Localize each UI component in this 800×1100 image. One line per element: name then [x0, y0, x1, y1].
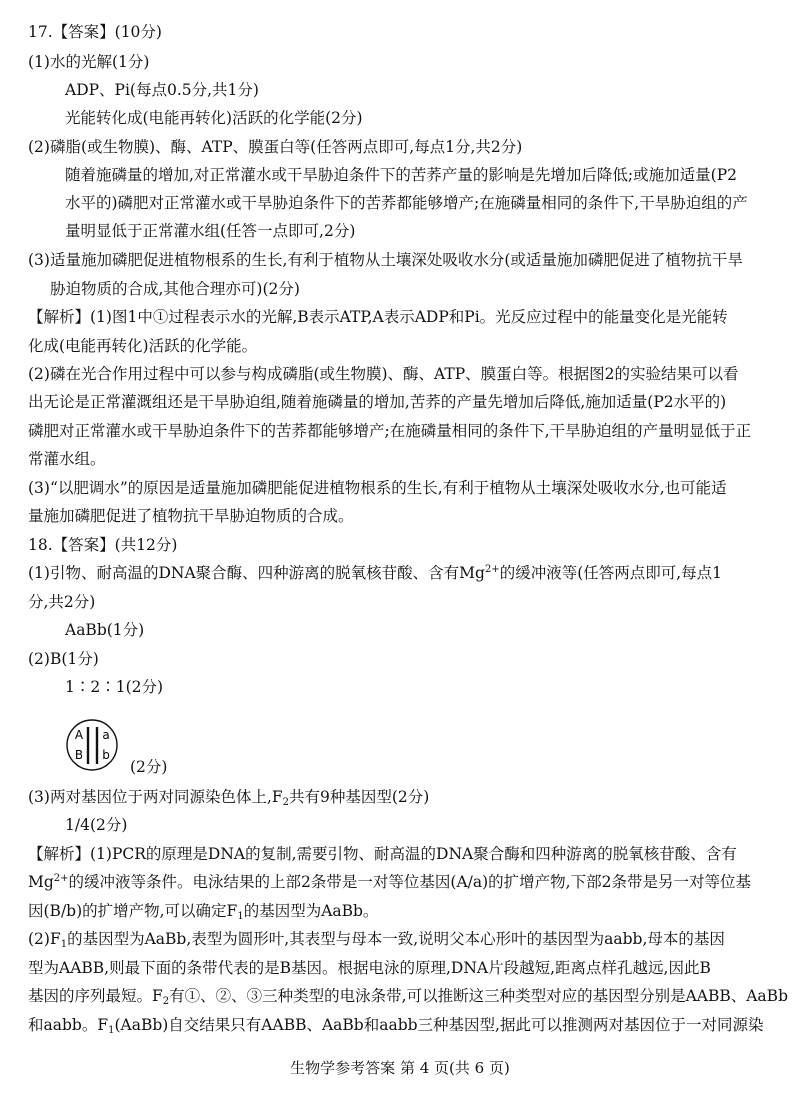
q17-answer-2-line3: 水平的)磷肥对正常灌水或干旱胁迫条件下的苦荞都能够增产;在施磷量相同的条件下,干旱胁迫组的产 — [65, 194, 748, 212]
q18-answer-2-line2: 1∶2∶1(2分) — [65, 678, 164, 696]
q17-answer-1-line3: 光能转化成(电能再转化)活跃的化学能(2分) — [65, 109, 363, 127]
q17-answer-2-line2: 随着施磷量的增加,对正常灌水或干旱胁迫条件下的苦荞产量的影响是先增加后降低;或施加适量(P2 — [65, 166, 737, 184]
q18-explanation-2: $Mg^{2+}$的缓冲液等条件。电泳结果的上部2条带是一对等位基因(A/a)的扩增产物,下部2条带是另一对等位基 — [28, 873, 751, 891]
q18-answer-1-line2: 分,共2分) — [28, 593, 96, 611]
q17-answer-2: (2)磷脂(或生物膜)、酶、ATP、膜蛋白等(任答两点即可,每点1分,共2分) — [28, 138, 523, 156]
q18-diagram-score: (2分) — [130, 758, 168, 776]
q17-explanation-6: 常灌水组。 — [28, 450, 106, 468]
q17-explanation-3: (2)磷在光合作用过程中可以参与构成磷脂(或生物膜)、酶、ATP、膜蛋白等。根据图2的实验结果可以看 — [28, 365, 739, 383]
q17-answer-1: (1)水的光解(1分) — [28, 53, 150, 71]
q18-title: 18.【答案】(共12分) — [28, 536, 178, 554]
q17-answer-3: (3)适量施加磷肥促进植物根系的生长,有利于植物从土壤深处吸收水分(或适量施加磷肥促进了植物抗干旱 — [28, 251, 743, 269]
q17-explanation-4: 出无论是正常灌溉组还是干旱胁迫组,随着施磷量的增加,苦荞的产量先增加后降低,施加适量(P2水平的) — [28, 393, 727, 411]
q18-answer-2: (2)B(1分) — [28, 650, 99, 668]
q18-explanation-4: $(2)F_1$的基因型为AaBb,表型为圆形叶,其表型与母本一致,说明父本心形叶的基因型为aabb,母本的基因 — [28, 930, 725, 950]
q17-explanation-8: 量施加磷肥促进了植物抗干旱胁迫物质的合成。 — [28, 507, 354, 525]
q18-explanation-6: 基因的序列最短。$F_2$有①、②、③三种类型的电泳条带,可以推断这三种类型对应的基因型分别是AABB、AaBb — [28, 987, 788, 1007]
q18-explanation-3: 因(B/b)的扩增产物,可以确定$F_1$的基因型为AaBb。 — [28, 902, 379, 922]
q18-answer-3-line2: 1/4(2分) — [65, 816, 128, 834]
q17-answer-2-line4: 量明显低于正常灌水组(任答一点即可,2分) — [65, 222, 356, 240]
q18-explanation-7: 和aabb。$F_1(AaBb)$自交结果只有AABB、AaBb和aabb三种基因型,据此可以推测两对基因位于一对同源染 — [28, 1016, 764, 1036]
q17-title: 17.【答案】(10分) — [28, 23, 162, 41]
q18-explanation-1: 【解析】(1)PCR的原理是DNA的复制,需要引物、耐高温的DNA聚合酶和四种游离的脱氧核苷酸、含有 — [28, 845, 737, 863]
q18-answer-1-line3: AaBb(1分) — [65, 621, 145, 639]
gene-label-B: B — [74, 748, 84, 762]
q17-explanation-2: 化成(电能再转化)活跃的化学能。 — [28, 337, 258, 355]
q18-explanation-5: 型为AABB,则最下面的条带代表的是B基因。根据电泳的原理,DNA片段越短,距离点样孔越远,因此B — [28, 959, 711, 977]
gene-label-a: a — [102, 728, 110, 742]
q18-answer-1: (1)引物、耐高温的DNA聚合酶、四种游离的脱氧核苷酸、含有$Mg^{2+}$的缓冲液等(任答两点即可,每点1 — [28, 564, 723, 582]
q17-explanation-5: 磷肥对正常灌水或干旱胁迫条件下的苦荞都能够增产;在施磷量相同的条件下,干旱胁迫组的产量明显低于正 — [28, 422, 752, 440]
q17-answer-3-line2: 胁迫物质的合成,其他合理亦可)(2分) — [50, 280, 300, 298]
gene-label-A: A — [74, 728, 84, 742]
gene-label-b: b — [102, 748, 110, 762]
chromosome-diagram — [63, 717, 123, 777]
q17-explanation-7: (3)“以肥调水”的原因是适量施加磷肥能促进植物根系的生长,有利于植物从土壤深处吸收水分,也可能适 — [28, 479, 727, 497]
q17-answer-1-line2: ADP、Pi(每点0.5分,共1分) — [65, 81, 259, 99]
q18-answer-3: (3)两对基因位于两对同源染色体上$,F_2$共有9种基因型(2分) — [28, 788, 430, 808]
q17-explanation-1: 【解析】(1)图1中①过程表示水的光解,B表示ATP,A表示ADP和Pi。光反应过程中的能量变化是光能转 — [28, 308, 728, 326]
page-footer: 生物学参考答案 第 4 页(共 6 页) — [290, 1059, 510, 1077]
